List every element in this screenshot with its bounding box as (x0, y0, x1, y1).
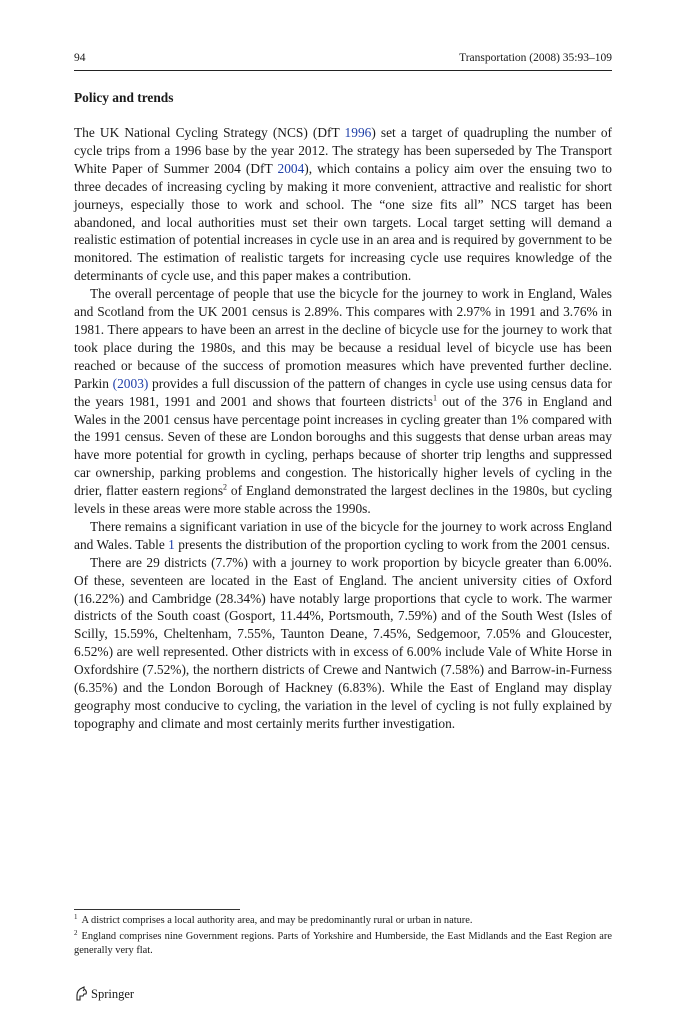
footnote-ref-2[interactable]: 2 (223, 482, 228, 492)
section-title: Policy and trends (74, 90, 174, 105)
footnotes (74, 914, 612, 960)
p2-text-4: of England demonstrated the largest declines in the 1980s, but cycling levels in these areas were more stable across the 1990s. (74, 483, 612, 517)
header-rule (74, 70, 612, 71)
footnote-1-text: A district comprises a local authority area, and may be predominantly rural or urban in nature. (81, 915, 473, 926)
paragraph-4: There are 29 districts (7.7%) with a journey to work proportion by bicycle greater than 6.00%. Of these, seventeen are located in the East of England. The ancient university cities of Oxford (16.22%) and Cambridge (28.34%) have notably large proportions that cycle to work. The warmer districts of the South coast (Gosport, 11.44%, Portsmouth, 7.59%) and of the South West (Isles of Scilly, 15.59%, Cheltenham, 7.55%, Taunton Deane, 7.45%, Sedgemoor, 7.05% and Gloucester, 6.52%) are well represented. Other districts with in excess of 6.00% include Vale of White Horse in Oxfordshire (7.52%), the northern districts of Crewe and Nantwich (7.58%) and Barrow-in-Furness (6.35%) and the London Borough of Hackney (6.83%). While the East of England may display geography most conducive to cycling, the variation in the level of cycling is not fully explained by topography and climate and most certainly merits further investigation. (74, 554, 612, 731)
citation-dft-1996[interactable]: 1996 (344, 125, 372, 140)
footnote-mark-2: 2 (74, 928, 78, 937)
journal-reference: Transportation (2008) 35:93–109 (459, 52, 612, 64)
footnote-ref-1[interactable]: 1 (432, 393, 437, 403)
table-1-link[interactable]: 1 (168, 536, 175, 552)
page-number: 94 (74, 52, 86, 64)
running-header (74, 52, 612, 68)
paragraph-2 (74, 285, 612, 518)
p3-text-1: There remains a significant variation in use of the bicycle for the journey to work across England and Wales. Table (74, 518, 612, 552)
footnote-2 (74, 930, 612, 958)
p2-text-2: provides a full discussion of the pattern of changes in cycle use using census data for the years 1981, 1991 and 2001 and shows that fourteen districts (74, 375, 612, 409)
paragraph-3 (74, 518, 612, 554)
p3-text-2: presents the distribution of the proportion cycling to work from the 2001 census. (174, 536, 610, 552)
footnote-rule (74, 909, 240, 910)
footnote-2-text: England comprises nine Government regions. Parts of Yorkshire and Humberside, the East Midlands and the East Region are generally very flat. (74, 931, 612, 956)
publisher-name: Springer (91, 986, 135, 1001)
footnote-1 (74, 914, 612, 928)
p1-text-3: ), which contains a policy aim over the ensuing two to three decades of increasing cycling by making it more convenient, attractive and realistic for short journeys, especially those to work and school. The “one size fits all” NCS target has been abandoned, and local authorities must set their own targets. Local target setting will demand a realistic estimation of potential increases in cycle use in an area and is required by government to be monitored. The estimation of realistic targets for increasing cycle use requires knowledge of the determinants of cycle use, and this paper makes a contribution. (74, 160, 612, 284)
citation-parkin-2003[interactable]: (2003) (112, 375, 149, 391)
publisher-footer (74, 986, 134, 1002)
body-text (74, 124, 612, 733)
footnote-mark-1: 1 (74, 912, 78, 921)
springer-horse-icon (74, 986, 88, 1002)
p1-text-2: ) set a target of quadrupling the number of cycle trips from a 1996 base by the year 2012. The strategy has been superseded by The Transport White Paper of Summer 2004 (DfT (74, 125, 612, 176)
citation-dft-2004[interactable]: 2004 (277, 160, 305, 176)
p2-text-3: out of the 376 in England and Wales in the 2001 census have percentage point increases in cycling greater than 1% compared with the 1991 census. Seven of these are London boroughs and this suggests that dense urban areas may have more potential for growth in cycling, perhaps because of shorter trip lengths and suppressed car ownership, parking problems and congestion. The historically higher levels of cycling in the drier, flatter eastern regions (74, 393, 612, 499)
paragraph-1 (74, 124, 612, 285)
p1-text-1: The UK National Cycling Strategy (NCS) (DfT (74, 125, 345, 140)
p2-text-1: The overall percentage of people that use the bicycle for the journey to work in England, Wales and Scotland from the UK 2001 census is 2.89%. This compares with 2.97% in 1991 and 3.76% in 1981. There appears to have been an arrest in the decline of bicycle use for the journey to work that took place during the 1980s, and this may be because a residual level of bicycle use has been reached or because of the success of promotion measures which have prevented further decline. Parkin (74, 286, 612, 391)
